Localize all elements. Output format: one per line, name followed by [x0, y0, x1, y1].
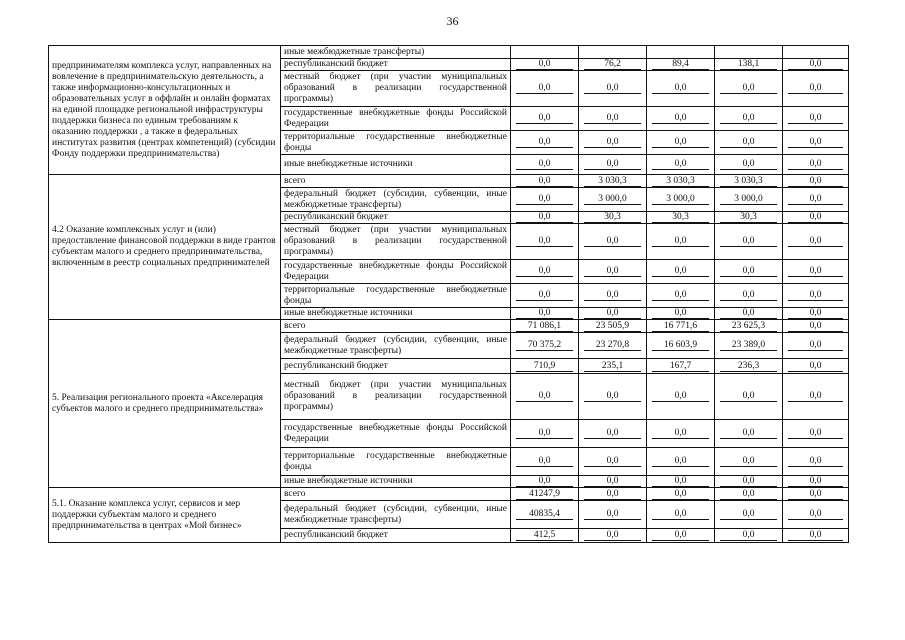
amount-value: 0,0 — [788, 340, 843, 351]
amount-value: 0,0 — [788, 456, 843, 467]
amount-cell — [647, 374, 715, 420]
funding-source-cell: государственные внебюджетные фонды Российской Федерации — [281, 420, 511, 448]
amount-value: 0,0 — [652, 509, 709, 520]
amount-cell — [511, 46, 579, 59]
amount-value: 0,0 — [788, 428, 843, 439]
amount-value: 3 000,0 — [720, 194, 777, 205]
amount-value: 0,0 — [652, 391, 709, 402]
amount-value: 167,7 — [652, 361, 709, 372]
amount-cell — [647, 155, 715, 175]
amount-cell — [579, 224, 647, 260]
amount-cell — [579, 448, 647, 476]
amount-cell — [511, 107, 579, 131]
amount-value: 0,0 — [720, 290, 777, 301]
table-row — [49, 46, 849, 59]
amount-cell — [715, 188, 783, 212]
amount-cell — [783, 448, 849, 476]
amount-value: 0,0 — [516, 137, 573, 148]
amount-value: 0,0 — [584, 428, 641, 439]
amount-cell — [647, 420, 715, 448]
amount-value: 3 030,3 — [720, 176, 777, 187]
amount-cell — [511, 476, 579, 488]
amount-cell — [783, 284, 849, 308]
amount-cell — [783, 374, 849, 420]
amount-cell — [511, 320, 579, 333]
table-row — [49, 488, 849, 501]
amount-value: 0,0 — [516, 159, 573, 170]
amount-cell — [511, 488, 579, 501]
amount-cell — [783, 488, 849, 501]
amount-cell — [647, 308, 715, 320]
amount-cell — [647, 71, 715, 107]
amount-cell — [647, 333, 715, 359]
amount-cell — [647, 284, 715, 308]
amount-value: 0,0 — [788, 321, 843, 332]
funding-source-cell: территориальные государственные внебюджетные фонды — [281, 284, 511, 308]
amount-cell — [715, 448, 783, 476]
amount-value: 0,0 — [788, 266, 843, 277]
amount-value: 0,0 — [720, 489, 777, 500]
page-number: 36 — [446, 14, 459, 28]
amount-cell — [511, 260, 579, 284]
funding-source-cell: иные внебюджетные источники — [281, 476, 511, 488]
amount-value: 0,0 — [788, 212, 843, 223]
funding-source-cell: всего — [281, 488, 511, 501]
amount-value: 0,0 — [584, 137, 641, 148]
amount-cell — [579, 529, 647, 543]
amount-value: 0,0 — [652, 456, 709, 467]
amount-cell — [511, 501, 579, 529]
amount-value: 0,0 — [516, 428, 573, 439]
amount-cell — [579, 260, 647, 284]
amount-value: 236,3 — [720, 361, 777, 372]
amount-value: 89,4 — [652, 59, 709, 70]
amount-value: 0,0 — [720, 476, 777, 487]
amount-cell — [783, 224, 849, 260]
amount-value: 3 030,3 — [584, 176, 641, 187]
amount-value: 0,0 — [584, 236, 641, 247]
amount-cell — [715, 46, 783, 59]
amount-value: 0,0 — [516, 236, 573, 247]
amount-value: 0,0 — [652, 113, 709, 124]
amount-cell — [511, 188, 579, 212]
amount-value: 3 000,0 — [584, 194, 641, 205]
amount-value: 0,0 — [788, 308, 843, 319]
amount-cell — [579, 501, 647, 529]
amount-cell — [511, 59, 579, 71]
amount-value: 71 086,1 — [516, 321, 573, 332]
amount-cell — [715, 284, 783, 308]
amount-value: 16 771,6 — [652, 321, 709, 332]
amount-cell — [511, 131, 579, 155]
amount-value: 0,0 — [516, 83, 573, 94]
amount-value: 0,0 — [652, 266, 709, 277]
amount-cell — [783, 155, 849, 175]
amount-cell — [579, 333, 647, 359]
amount-value: 16 603,9 — [652, 340, 709, 351]
funding-source-cell: местный бюджет (при участии муниципальных образований в реализации государственной программы) — [281, 374, 511, 420]
amount-value: 0,0 — [720, 159, 777, 170]
funding-source-cell: республиканский бюджет — [281, 529, 511, 543]
amount-value: 0,0 — [720, 266, 777, 277]
amount-value: 70 375,2 — [516, 340, 573, 351]
amount-value: 0,0 — [516, 212, 573, 223]
amount-value: 0,0 — [788, 59, 843, 70]
amount-value: 0,0 — [720, 509, 777, 520]
amount-cell — [647, 320, 715, 333]
amount-cell — [647, 131, 715, 155]
amount-cell — [715, 107, 783, 131]
amount-cell — [579, 420, 647, 448]
funding-table — [48, 45, 849, 543]
amount-cell — [715, 212, 783, 224]
program-cell: 5.1. Оказание комплекса услуг, сервисов и мер поддержки субъектам малого и среднего предпринимательства в центрах «Мой бизнес» — [49, 488, 281, 543]
amount-value: 0,0 — [652, 83, 709, 94]
amount-cell — [783, 359, 849, 374]
amount-value: 3 030,3 — [652, 176, 709, 187]
funding-source-cell: федеральный бюджет (субсидии, субвенции, иные межбюджетные трансферты) — [281, 188, 511, 212]
amount-cell — [647, 212, 715, 224]
program-cell: 4.2 Оказание комплексных услуг и (или) предоставление финансовой поддержки в виде грантов субъектам малого и среднего предпринимательства, включенным в реестр социальных предпринимателей — [49, 175, 281, 320]
amount-value: 0,0 — [584, 456, 641, 467]
amount-cell — [579, 131, 647, 155]
funding-source-cell: республиканский бюджет — [281, 212, 511, 224]
amount-value: 0,0 — [516, 308, 573, 319]
funding-source-cell: иные межбюджетные трансферты) — [281, 46, 511, 59]
funding-source-cell: республиканский бюджет — [281, 359, 511, 374]
amount-value: 30,3 — [720, 212, 777, 223]
amount-cell — [715, 501, 783, 529]
amount-cell — [579, 175, 647, 188]
amount-value: 0,0 — [652, 308, 709, 319]
amount-cell — [715, 488, 783, 501]
amount-cell — [715, 59, 783, 71]
amount-cell — [647, 488, 715, 501]
amount-cell — [511, 448, 579, 476]
amount-value: 0,0 — [652, 137, 709, 148]
amount-value: 0,0 — [788, 137, 843, 148]
amount-cell — [783, 529, 849, 543]
amount-value: 0,0 — [516, 266, 573, 277]
funding-source-cell: иные внебюджетные источники — [281, 308, 511, 320]
amount-cell — [579, 155, 647, 175]
amount-cell — [715, 224, 783, 260]
amount-value: 0,0 — [720, 456, 777, 467]
amount-cell — [715, 155, 783, 175]
amount-value: 0,0 — [788, 113, 843, 124]
amount-cell — [783, 320, 849, 333]
amount-value: 0,0 — [788, 476, 843, 487]
funding-source-cell: федеральный бюджет (субсидии, субвенции, иные межбюджетные трансферты) — [281, 333, 511, 359]
program-cell: предпринимателям комплекса услуг, направленных на вовлечение в предпринимательскую деятельность, а также информационно-консультационных и образовательных услуг в оффлайн и онлайн форматах на единой площадке региональной инфраструктуры поддержки бизнеса по единым требованиям к оказанию поддержки , а также в федеральных институтах развития (центрах компетенций) (субсидии Фонду поддержки предпринимательства) — [49, 46, 281, 175]
amount-cell — [647, 501, 715, 529]
amount-cell — [715, 71, 783, 107]
amount-value: 0,0 — [788, 236, 843, 247]
amount-cell — [647, 175, 715, 188]
amount-value: 0,0 — [720, 236, 777, 247]
funding-source-cell: федеральный бюджет (субсидии, субвенции, иные межбюджетные трансферты) — [281, 501, 511, 529]
amount-cell — [783, 107, 849, 131]
funding-source-cell: всего — [281, 320, 511, 333]
amount-cell — [783, 71, 849, 107]
amount-value: 0,0 — [720, 113, 777, 124]
funding-source-cell: территориальные государственные внебюджетные фонды — [281, 131, 511, 155]
amount-cell — [647, 359, 715, 374]
amount-value: 0,0 — [584, 308, 641, 319]
amount-cell — [511, 308, 579, 320]
amount-value: 0,0 — [516, 391, 573, 402]
amount-cell — [715, 131, 783, 155]
amount-cell — [579, 488, 647, 501]
amount-value: 0,0 — [788, 530, 843, 541]
amount-cell — [647, 448, 715, 476]
amount-value: 0,0 — [788, 83, 843, 94]
amount-value: 0,0 — [652, 290, 709, 301]
funding-source-cell: всего — [281, 175, 511, 188]
funding-source-cell: территориальные государственные внебюджетные фонды — [281, 448, 511, 476]
amount-cell — [783, 476, 849, 488]
amount-value: 23 270,8 — [584, 340, 641, 351]
amount-value: 0,0 — [516, 194, 573, 205]
amount-cell — [647, 529, 715, 543]
amount-cell — [715, 476, 783, 488]
amount-cell — [647, 476, 715, 488]
amount-cell — [783, 131, 849, 155]
amount-value: 0,0 — [788, 159, 843, 170]
amount-cell — [715, 320, 783, 333]
amount-cell — [715, 529, 783, 543]
amount-cell — [783, 188, 849, 212]
amount-value: 0,0 — [788, 489, 843, 500]
amount-cell — [715, 374, 783, 420]
amount-cell — [579, 107, 647, 131]
amount-cell — [579, 59, 647, 71]
amount-cell — [579, 46, 647, 59]
amount-value: 0,0 — [652, 489, 709, 500]
amount-value: 0,0 — [652, 428, 709, 439]
amount-value: 3 000,0 — [652, 194, 709, 205]
amount-value: 0,0 — [652, 530, 709, 541]
amount-value: 0,0 — [584, 530, 641, 541]
amount-cell — [783, 212, 849, 224]
amount-value: 76,2 — [584, 59, 641, 70]
amount-value: 0,0 — [788, 290, 843, 301]
amount-cell — [511, 224, 579, 260]
amount-cell — [647, 46, 715, 59]
funding-source-cell: местный бюджет (при участии муниципальных образований в реализации государственной программы) — [281, 71, 511, 107]
amount-cell — [715, 260, 783, 284]
amount-value: 0,0 — [516, 456, 573, 467]
amount-cell — [783, 420, 849, 448]
amount-value: 0,0 — [584, 509, 641, 520]
amount-cell — [511, 212, 579, 224]
amount-cell — [647, 188, 715, 212]
amount-cell — [579, 284, 647, 308]
program-cell: 5. Реализация регионального проекта «Акселерация субъектов малого и среднего предпринимательства» — [49, 320, 281, 488]
amount-value: 0,0 — [720, 428, 777, 439]
table-row — [49, 175, 849, 188]
amount-cell — [783, 501, 849, 529]
amount-value: 0,0 — [584, 489, 641, 500]
amount-value: 0,0 — [720, 83, 777, 94]
amount-cell — [715, 333, 783, 359]
amount-cell — [579, 359, 647, 374]
amount-value: 0,0 — [720, 308, 777, 319]
amount-cell — [511, 333, 579, 359]
amount-cell — [579, 374, 647, 420]
amount-cell — [511, 420, 579, 448]
amount-cell — [783, 333, 849, 359]
amount-value: 0,0 — [584, 266, 641, 277]
amount-value: 40835,4 — [516, 509, 573, 520]
amount-value: 0,0 — [788, 391, 843, 402]
amount-value: 0,0 — [788, 194, 843, 205]
amount-cell — [511, 359, 579, 374]
amount-cell — [511, 155, 579, 175]
funding-source-cell: иные внебюджетные источники — [281, 155, 511, 175]
amount-value: 23 505,9 — [584, 321, 641, 332]
amount-cell — [511, 529, 579, 543]
amount-value: 0,0 — [516, 113, 573, 124]
funding-source-cell: государственные внебюджетные фонды Российской Федерации — [281, 107, 511, 131]
amount-value: 0,0 — [720, 530, 777, 541]
amount-cell — [715, 308, 783, 320]
funding-source-cell: республиканский бюджет — [281, 59, 511, 71]
amount-value: 0,0 — [516, 176, 573, 187]
amount-value: 30,3 — [652, 212, 709, 223]
amount-value: 0,0 — [516, 290, 573, 301]
amount-cell — [647, 59, 715, 71]
amount-cell — [579, 320, 647, 333]
amount-cell — [511, 284, 579, 308]
amount-cell — [783, 308, 849, 320]
table-row — [49, 320, 849, 333]
amount-cell — [783, 260, 849, 284]
amount-value: 0,0 — [516, 476, 573, 487]
amount-value: 0,0 — [584, 159, 641, 170]
amount-cell — [715, 420, 783, 448]
amount-value: 0,0 — [652, 476, 709, 487]
amount-value: 41247,9 — [516, 489, 573, 500]
amount-cell — [783, 175, 849, 188]
amount-value: 138,1 — [720, 59, 777, 70]
amount-value: 0,0 — [788, 509, 843, 520]
amount-cell — [715, 175, 783, 188]
amount-cell — [511, 374, 579, 420]
amount-cell — [579, 188, 647, 212]
amount-value: 0,0 — [584, 290, 641, 301]
amount-value: 0,0 — [584, 83, 641, 94]
amount-value: 0,0 — [652, 236, 709, 247]
amount-cell — [579, 308, 647, 320]
amount-cell — [579, 71, 647, 107]
amount-cell — [647, 224, 715, 260]
amount-cell — [511, 71, 579, 107]
amount-value: 0,0 — [584, 476, 641, 487]
funding-source-cell: государственные внебюджетные фонды Российской Федерации — [281, 260, 511, 284]
amount-cell — [647, 107, 715, 131]
amount-value: 23 389,0 — [720, 340, 777, 351]
amount-cell — [579, 476, 647, 488]
funding-source-cell: местный бюджет (при участии муниципальных образований в реализации государственной программы) — [281, 224, 511, 260]
amount-value: 235,1 — [584, 361, 641, 372]
amount-value: 30,3 — [584, 212, 641, 223]
amount-value: 0,0 — [720, 137, 777, 148]
amount-cell — [511, 175, 579, 188]
amount-value: 23 625,3 — [720, 321, 777, 332]
amount-value: 0,0 — [720, 391, 777, 402]
amount-value: 0,0 — [788, 176, 843, 187]
amount-cell — [647, 260, 715, 284]
amount-value: 0,0 — [516, 59, 573, 70]
amount-value: 710,9 — [516, 361, 573, 372]
amount-value: 0,0 — [652, 159, 709, 170]
amount-value: 0,0 — [584, 113, 641, 124]
amount-cell — [783, 46, 849, 59]
amount-cell — [715, 359, 783, 374]
amount-cell — [579, 212, 647, 224]
amount-value: 0,0 — [584, 391, 641, 402]
amount-value: 412,5 — [516, 530, 573, 541]
amount-value: 0,0 — [788, 361, 843, 372]
amount-cell — [783, 59, 849, 71]
